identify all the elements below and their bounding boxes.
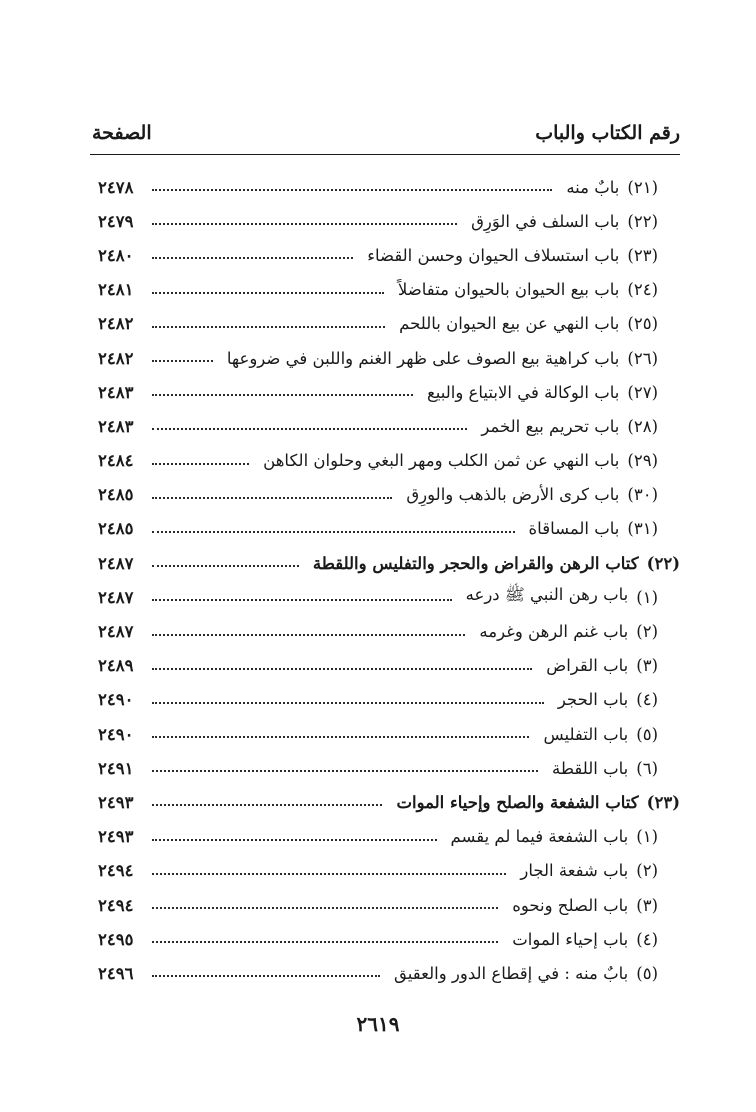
entry-page-number: ٢٤٨٢ bbox=[98, 314, 134, 334]
dot-leader bbox=[152, 515, 515, 533]
toc-chapter-entry bbox=[98, 238, 680, 272]
entry-page-number: ٢٤٧٩ bbox=[98, 211, 134, 231]
entry-number: (٥) bbox=[636, 724, 658, 744]
dot-leader bbox=[152, 686, 544, 704]
entry-page-number: ٢٤٩٠ bbox=[98, 724, 134, 744]
dot-leader bbox=[152, 276, 384, 294]
dot-leader bbox=[152, 583, 452, 601]
dot-leader bbox=[152, 207, 457, 225]
entry-page-number: ٢٤٨١ bbox=[98, 280, 134, 300]
entry-number: (٢٣) bbox=[646, 792, 680, 812]
toc-chapter-entry bbox=[98, 273, 680, 307]
toc-chapter-entry bbox=[98, 512, 680, 546]
toc-header bbox=[92, 120, 680, 148]
entry-page-number: ٢٤٩٣ bbox=[98, 792, 134, 812]
header-rule bbox=[90, 154, 680, 155]
entry-title: باب بيع الحيوان بالحيوان متفاضلاً bbox=[397, 280, 620, 300]
toc-chapter-entry bbox=[98, 307, 680, 341]
entry-page-number: ٢٤٨٣ bbox=[98, 382, 134, 402]
entry-number: (١) bbox=[636, 587, 658, 607]
entry-number: (٢) bbox=[636, 622, 658, 642]
dot-leader bbox=[152, 925, 498, 943]
entry-page-number: ٢٤٨٩ bbox=[98, 656, 134, 676]
entry-title: باب المساقاة bbox=[528, 519, 620, 539]
dot-leader bbox=[152, 754, 538, 772]
toc-chapter-entry bbox=[98, 956, 680, 990]
entry-page-number: ٢٤٨٧ bbox=[98, 587, 134, 607]
entry-number: (٢٤) bbox=[627, 280, 658, 300]
entry-number: (٣٠) bbox=[627, 485, 658, 505]
entry-number: (٤) bbox=[636, 690, 658, 710]
entry-title: باب تحريم بيع الخمر bbox=[481, 416, 620, 436]
toc-chapter-entry bbox=[98, 478, 680, 512]
entry-page-number: ٢٤٨٠ bbox=[98, 245, 134, 265]
dot-leader bbox=[152, 618, 465, 636]
toc-chapter-entry bbox=[98, 717, 680, 751]
dot-leader bbox=[152, 788, 382, 806]
dot-leader bbox=[152, 344, 213, 362]
dot-leader bbox=[152, 857, 506, 875]
chapter-column-heading: رقم الكتاب والباب bbox=[535, 122, 680, 144]
entry-number: (٢٣) bbox=[627, 245, 658, 265]
toc-chapter-entry bbox=[98, 341, 680, 375]
dot-leader bbox=[152, 823, 437, 841]
toc-book-entry bbox=[98, 785, 680, 819]
entry-title: كتاب الشفعة والصلح وإحياء الموات bbox=[396, 792, 639, 812]
dot-leader bbox=[152, 720, 529, 738]
toc-chapter-entry bbox=[98, 922, 680, 956]
entry-number: (٢٩) bbox=[627, 451, 658, 471]
entry-number: (٣) bbox=[636, 895, 658, 915]
entry-page-number: ٢٤٩١ bbox=[98, 758, 134, 778]
entry-page-number: ٢٤٨٢ bbox=[98, 348, 134, 368]
entry-page-number: ٢٤٩٣ bbox=[98, 827, 134, 847]
entry-title: باب الحجر bbox=[557, 690, 629, 710]
entry-title: بابٌ منه bbox=[566, 177, 620, 197]
entry-page-number: ٢٤٨٧ bbox=[98, 553, 134, 573]
toc-chapter-entry bbox=[98, 820, 680, 854]
entry-number: (٢١) bbox=[627, 177, 658, 197]
entry-number: (٢٨) bbox=[627, 416, 658, 436]
entry-title: باب السلف في الوَرِق bbox=[471, 211, 620, 231]
entry-page-number: ٢٤٧٨ bbox=[98, 177, 134, 197]
dot-leader bbox=[152, 891, 498, 909]
entry-page-number: ٢٤٨٤ bbox=[98, 451, 134, 471]
dot-leader bbox=[152, 378, 413, 396]
toc-chapter-entry bbox=[98, 888, 680, 922]
entry-number: (٢) bbox=[636, 861, 658, 881]
entry-number: (٢٦) bbox=[627, 348, 658, 368]
entry-title: باب الصلح ونحوه bbox=[512, 895, 629, 915]
entry-page-number: ٢٤٩٤ bbox=[98, 861, 134, 881]
toc-chapter-entry bbox=[98, 444, 680, 478]
entry-title: باب اللقطة bbox=[552, 758, 629, 778]
entry-page-number: ٢٤٩٠ bbox=[98, 690, 134, 710]
entry-title: باب النهي عن ثمن الكلب ومهر البغي وحلوان الكاهن bbox=[263, 451, 620, 471]
dot-leader bbox=[152, 447, 249, 465]
toc-chapter-entry bbox=[98, 751, 680, 785]
entry-number: (٢٧) bbox=[627, 382, 658, 402]
entry-number: (٢٢) bbox=[627, 211, 658, 231]
toc-chapter-entry bbox=[98, 170, 680, 204]
entry-title: باب النهي عن بيع الحيوان باللحم bbox=[399, 314, 620, 334]
toc-chapter-entry bbox=[98, 580, 680, 614]
dot-leader bbox=[152, 549, 299, 567]
entry-title: بابٌ منه : في إقطاع الدور والعقيق bbox=[394, 963, 629, 983]
entry-page-number: ٢٤٩٦ bbox=[98, 963, 134, 983]
entry-title: باب رهن النبي ﷺ درعه bbox=[465, 585, 629, 605]
entry-number: (١) bbox=[636, 827, 658, 847]
entry-page-number: ٢٤٩٥ bbox=[98, 929, 134, 949]
toc-chapter-entry bbox=[98, 375, 680, 409]
entry-page-number: ٢٤٩٤ bbox=[98, 895, 134, 915]
entry-title: باب إحياء الموات bbox=[512, 929, 629, 949]
entry-title: باب التفليس bbox=[543, 724, 629, 744]
entry-title: باب كرى الأرض بالذهب والورِق bbox=[406, 485, 620, 505]
toc-chapter-entry bbox=[98, 683, 680, 717]
toc-chapter-entry bbox=[98, 614, 680, 648]
entry-page-number: ٢٤٨٥ bbox=[98, 519, 134, 539]
dot-leader bbox=[152, 173, 552, 191]
entry-number: (٤) bbox=[636, 929, 658, 949]
entry-title: باب شفعة الجار bbox=[520, 861, 629, 881]
entry-title: كتاب الرهن والقراض والحجر والتفليس واللقطة bbox=[312, 553, 639, 573]
toc-chapter-entry bbox=[98, 649, 680, 683]
entry-page-number: ٢٤٨٣ bbox=[98, 416, 134, 436]
toc-chapter-entry bbox=[98, 204, 680, 238]
dot-leader bbox=[152, 241, 353, 259]
page-number: ٢٦١٩ bbox=[356, 1012, 400, 1036]
entry-page-number: ٢٤٨٥ bbox=[98, 485, 134, 505]
dot-leader bbox=[152, 959, 380, 977]
dot-leader bbox=[152, 481, 392, 499]
entry-title: باب القراض bbox=[546, 656, 629, 676]
dot-leader bbox=[152, 412, 467, 430]
toc-list bbox=[98, 170, 680, 991]
toc-book-entry bbox=[98, 546, 680, 580]
dot-leader bbox=[152, 310, 385, 328]
entry-number: (٣) bbox=[636, 656, 658, 676]
toc-chapter-entry bbox=[98, 854, 680, 888]
entry-title: باب استسلاف الحيوان وحسن القضاء bbox=[367, 245, 620, 265]
toc-chapter-entry bbox=[98, 409, 680, 443]
entry-number: (٢٥) bbox=[627, 314, 658, 334]
entry-title: باب غنم الرهن وغرمه bbox=[479, 622, 629, 642]
entry-title: باب كراهية بيع الصوف على ظهر الغنم واللبن في ضروعها bbox=[226, 348, 620, 368]
entry-number: (٢٢) bbox=[646, 553, 680, 573]
page-column-heading: الصفحة bbox=[92, 122, 152, 144]
entry-title: باب الشفعة فيما لم يقسم bbox=[450, 827, 629, 847]
entry-number: (٣١) bbox=[627, 519, 658, 539]
entry-title: باب الوكالة في الابتياع والبيع bbox=[426, 382, 620, 402]
entry-number: (٦) bbox=[636, 758, 658, 778]
dot-leader bbox=[152, 652, 532, 670]
entry-number: (٥) bbox=[636, 963, 658, 983]
entry-page-number: ٢٤٨٧ bbox=[98, 622, 134, 642]
